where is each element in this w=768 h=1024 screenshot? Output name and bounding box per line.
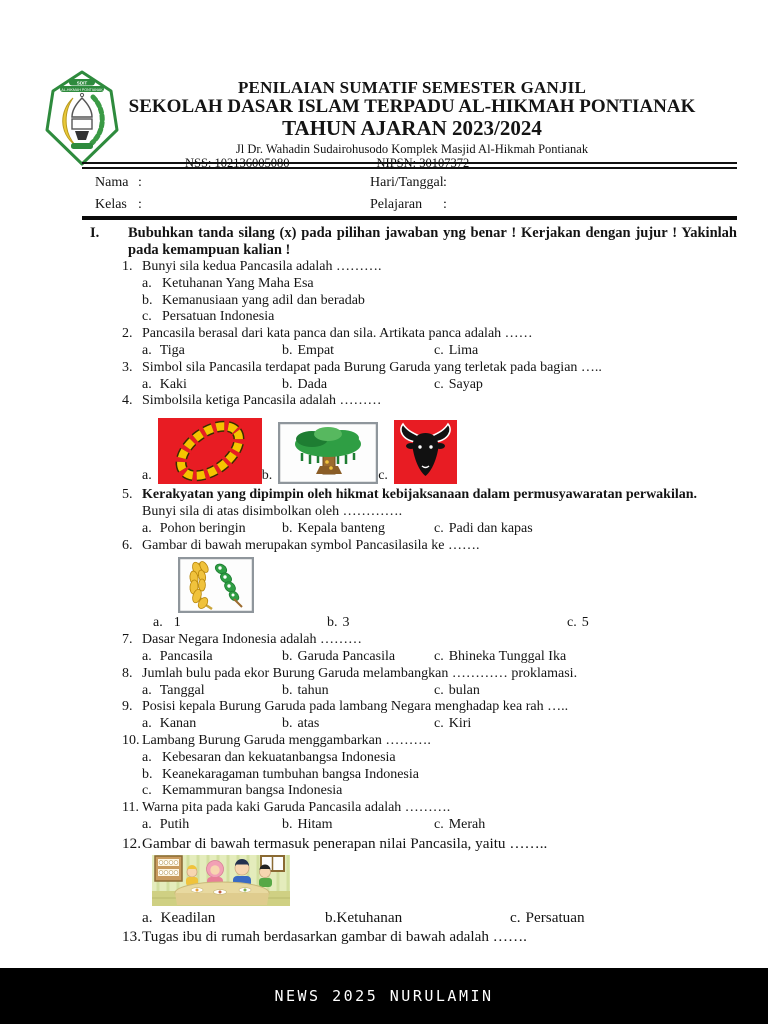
banyan-tree-symbol-image xyxy=(278,422,378,484)
question-10 xyxy=(122,733,737,800)
option-text: Kebesaran dan kekuatanbangsa Indonesia xyxy=(162,749,396,765)
option-b: b. Kepala banteng xyxy=(282,520,385,536)
question-text: Tugas ibu di rumah berdasarkan gambar di bawah adalah ……. xyxy=(142,927,527,945)
option-c: c. bulan xyxy=(434,682,480,698)
question-text: Gambar di bawah merupakan symbol Pancasilasila ke ……. xyxy=(142,537,480,553)
option-b: b.Ketuhanan xyxy=(325,908,403,926)
kelas-label: Kelas xyxy=(95,197,127,212)
question-number: 13. xyxy=(122,927,141,945)
option-label: c. xyxy=(142,309,152,325)
option-label: a. xyxy=(142,468,152,484)
question-text: Bunyi sila di atas disimbolkan oleh …………. xyxy=(142,503,403,519)
option-label: b. xyxy=(261,468,273,484)
question-number: 10. xyxy=(122,732,140,748)
question-number: 7. xyxy=(122,632,133,648)
footer-text: NEWS 2025 NURULAMIN xyxy=(274,987,494,1005)
nama-colon: : xyxy=(138,175,142,190)
question-number: 12. xyxy=(122,834,141,852)
section-numeral: I. xyxy=(90,225,100,241)
chain-symbol-image xyxy=(158,418,262,484)
question-1 xyxy=(122,259,737,326)
question-number: 8. xyxy=(122,665,133,681)
nipsn-number: NIPSN: 30107372 xyxy=(376,156,470,170)
option-b: b. Dada xyxy=(282,376,328,392)
option-a: a. Kanan xyxy=(142,716,197,732)
section-heading xyxy=(90,225,737,259)
question-4 xyxy=(122,393,737,487)
option-c: c. Persatuan xyxy=(510,908,585,926)
option-b: b. Garuda Pancasila xyxy=(282,648,396,664)
section-instruction: Bubuhkan tanda silang (x) pada pilihan jawaban yng benar ! Kerjakan dengan jujur ! Yakinlah pada kemampuan kalian ! xyxy=(128,225,737,258)
bull-head-symbol-image xyxy=(394,420,457,484)
option-text: Persatuan Indonesia xyxy=(162,309,275,325)
option-c: c. Kiri xyxy=(434,716,472,732)
pelajaran-label: Pelajaran xyxy=(370,197,423,212)
family-dinner-scene-image xyxy=(152,855,290,906)
question-text: Posisi kepala Burung Garuda pada lambang Negara menghadap kea rah ….. xyxy=(142,699,569,715)
option-a: a. Pancasila xyxy=(142,648,213,664)
option-a: a. Keadilan xyxy=(142,908,216,926)
option-b: b. 3 xyxy=(327,615,350,631)
option-label: a. xyxy=(142,749,152,765)
question-12 xyxy=(122,834,737,927)
option-c: c. Lima xyxy=(434,342,479,358)
student-info xyxy=(95,175,737,219)
question-text: Pancasila berasal dari kata panca dan sila. Artikata panca adalah …… xyxy=(142,326,533,342)
nss-number: NSS: 102136005080 xyxy=(185,156,290,170)
header-divider xyxy=(82,162,737,169)
question-number: 2. xyxy=(122,326,133,342)
question-5 xyxy=(122,487,737,537)
option-label: c. xyxy=(378,468,388,484)
question-list xyxy=(122,259,737,946)
option-label: a. xyxy=(142,275,152,291)
option-b: b. atas xyxy=(282,716,320,732)
option-c: c. Bhineka Tunggal Ika xyxy=(434,648,567,664)
question-text: Bunyi sila kedua Pancasila adalah ………. xyxy=(142,259,382,274)
question-2 xyxy=(122,326,737,360)
title-line-3: TAHUN AJARAN 2023/2024 xyxy=(282,116,542,140)
question-number: 5. xyxy=(122,487,133,503)
option-c: c. 5 xyxy=(567,615,589,631)
footer-watermark-bar xyxy=(0,968,768,1024)
option-c: c. Merah xyxy=(434,816,486,832)
question-bold-text: Kerakyatan yang dipimpin oleh hikmat kebijaksanaan dalam permusyawaratan perwakilan. xyxy=(142,487,698,503)
question-9 xyxy=(122,699,737,733)
option-b: b. tahun xyxy=(282,682,329,698)
question-number: 4. xyxy=(122,393,133,409)
question-11 xyxy=(122,800,737,834)
question-text: Jumlah bulu pada ekor Burung Garuda melambangkan ………… proklamasi. xyxy=(142,665,578,681)
section-divider xyxy=(82,216,737,220)
question-number: 3. xyxy=(122,359,133,375)
question-text: Lambang Burung Garuda menggambarkan ………. xyxy=(142,732,431,748)
kelas-colon: : xyxy=(138,197,142,212)
option-label: b. xyxy=(142,292,153,308)
option-a: a. Tanggal xyxy=(142,682,205,698)
question-text: Simbolsila ketiga Pancasila adalah ……… xyxy=(142,393,382,409)
option-label: b. xyxy=(142,766,153,782)
school-address: Jl Dr. Wahadin Sudairohusodo Komplek Masjid Al-Hikmah Pontianak xyxy=(235,142,589,156)
pelajaran-colon: : xyxy=(443,197,447,212)
question-text: Warna pita pada kaki Garuda Pancasila adalah ………. xyxy=(142,800,451,816)
question-number: 11. xyxy=(122,800,139,816)
option-text: Keanekaragaman tumbuhan bangsa Indonesia xyxy=(162,766,419,782)
option-label: c. xyxy=(142,783,152,799)
hari-tanggal-label: Hari/Tanggal xyxy=(370,175,444,190)
option-text: Kemanusiaan yang adil dan beradab xyxy=(162,292,365,308)
question-7 xyxy=(122,632,737,666)
question-6 xyxy=(122,538,737,633)
option-c: c. Padi dan kapas xyxy=(434,520,533,536)
question-text: Dasar Negara Indonesia adalah ……… xyxy=(142,632,363,648)
svg-text:SDIT: SDIT xyxy=(76,80,88,86)
hari-tanggal-colon: : xyxy=(443,175,447,190)
option-text: Kemammuran bangsa Indonesia xyxy=(162,783,343,799)
option-text: Ketuhanan Yang Maha Esa xyxy=(162,275,314,291)
document-header xyxy=(112,78,712,170)
option-a: a. Putih xyxy=(142,816,190,832)
question-3 xyxy=(122,360,737,394)
question-text: Simbol sila Pancasila terdapat pada Burung Garuda yang terletak pada bagian ….. xyxy=(142,359,602,375)
question-number: 1. xyxy=(122,259,133,274)
svg-text:AL-HIKMAH PONTIANAK: AL-HIKMAH PONTIANAK xyxy=(61,87,103,92)
school-logo-icon xyxy=(42,70,122,166)
option-b: b. Hitam xyxy=(282,816,333,832)
question-8 xyxy=(122,666,737,700)
nama-label: Nama xyxy=(95,175,129,190)
rice-cotton-symbol-image xyxy=(178,557,254,613)
option-c: c. Sayap xyxy=(434,376,483,392)
option-a: a. Tiga xyxy=(142,342,185,358)
question-text: Gambar di bawah termasuk penerapan nilai Pancasila, yaitu …….. xyxy=(142,834,548,852)
question-13 xyxy=(122,927,737,946)
option-a: a. Kaki xyxy=(142,376,187,392)
question-number: 6. xyxy=(122,537,133,553)
title-line-1: PENILAIAN SUMATIF SEMESTER GANJIL xyxy=(237,78,587,97)
option-a: a. Pohon beringin xyxy=(142,520,246,536)
title-line-2: SEKOLAH DASAR ISLAM TERPADU AL-HIKMAH PONTIANAK xyxy=(128,96,696,117)
option-a: a. 1 xyxy=(153,615,181,631)
question-number: 9. xyxy=(122,699,133,715)
option-b: b. Empat xyxy=(282,342,335,358)
